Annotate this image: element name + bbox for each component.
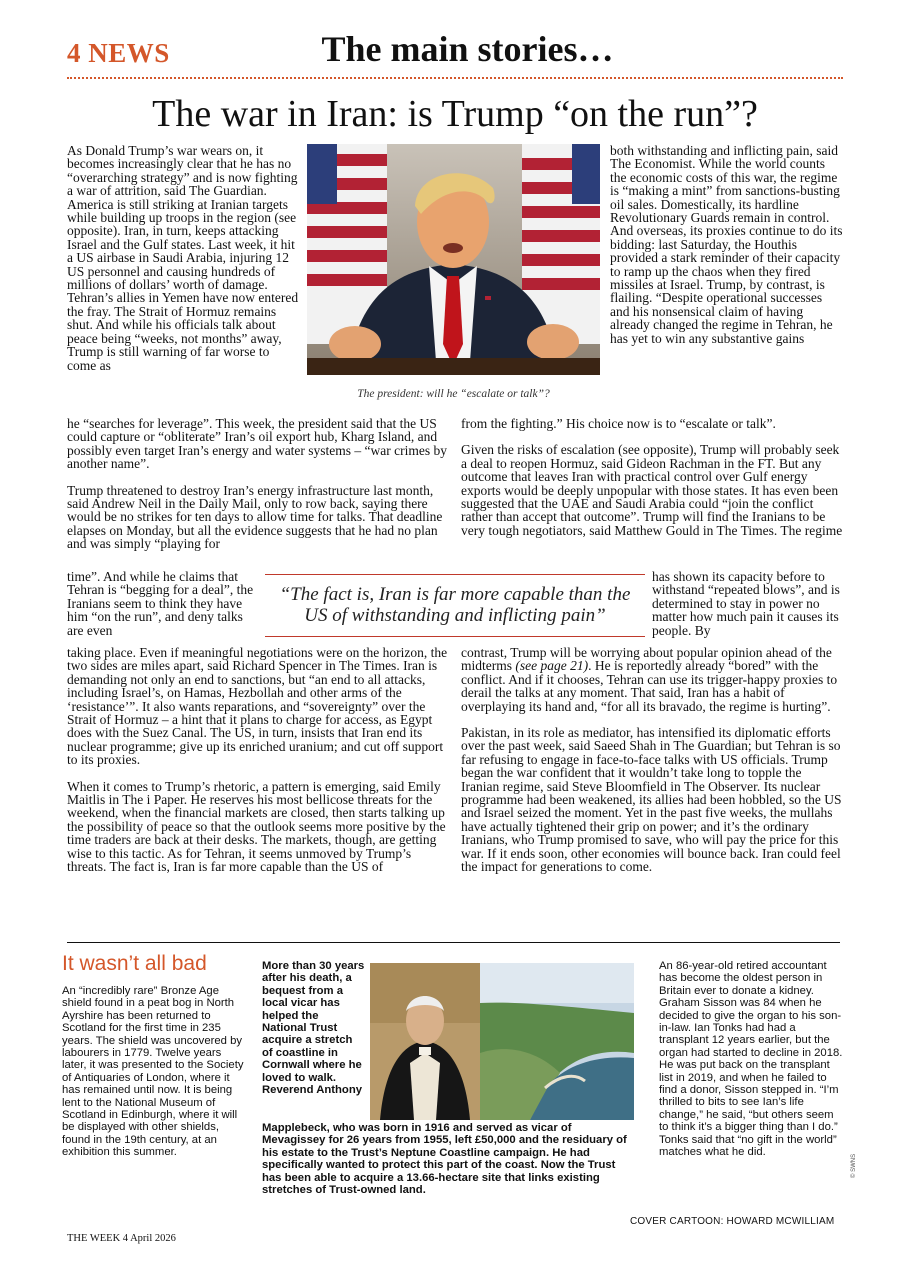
header-divider	[67, 77, 843, 79]
good-news-story-shield: An “incredibly rare” Bronze Age shield found in a peat bog in North Ayrshire has been returned to Scotland for the first time in 235 years. The shield was uncovered by labourers in 1779. Twelve years later, it was presented to the Society of Antiquaries of London, where it has remained until now. It is being lent to the National Museum of Scotland in Edinburgh, where it will be displayed with other shields, found in the 19th century, at an exhibition this summer.	[62, 985, 244, 1159]
photo-credit: © SWNS	[851, 1153, 857, 1178]
article-paragraph: Given the risks of escalation (see opposite), Trump will probably seek a deal to reopen Hormuz, said Gideon Rachman in the FT. But any outcome that leaves Iran with practical control over Gulf energy exports would be deeply unpopular with those states. It has even been suggested that the UAE and Saudi Arabia could “join the conflict rather than accept that outcome”. Trump will find the Iranians to be very tough negotiators, said Matthew Gould in The Times. The regime	[461, 442, 843, 538]
good-news-story-kidney: An 86-year-old retired accountant has become the oldest person in Britain ever to donate a kidney. Graham Sisson was 84 when he decided to give the organ to his son-in-law. Ian Tonks had had a transplant 12 years earlier, but the organ had started to decline in 2018. He was put back on the transplant list in 2019, and when he failed to find a donor, Sisson stepped in. “I’m thrilled to bits to see Ian’s life change,” he said, “but others seem to think it’s a bigger thing than I do.” Tonks said that “no gift in the world” matches what he did.	[659, 960, 843, 1159]
article-col1-bottom	[67, 646, 451, 874]
president-portrait-image	[307, 144, 600, 375]
page-reference: (see page 21)	[515, 658, 589, 674]
good-news-title: It wasn’t all bad	[62, 952, 207, 975]
pull-quote-line: “The fact is, Iran is far more capable than the	[279, 584, 631, 605]
article-paragraph: both withstanding and inflicting pain, said The Economist. While the world counts the economic costs of this war, the regime is “making a mint” from sanctions-busting oil sales. Domestically, its hardline Revolutionary Guards remain in control. And overseas, its proxies continue to do its bidding: last Saturday, the Houthis provided a stark reminder of their capacity to ramp up the chaos when they fired missiles at Israel. Trump, by contrast, is flailing. “Despite operational successes and his nonsensical claim of having already changed the regime in Tehran, he has yet to win any substantive gains	[610, 143, 843, 346]
article-col1-top	[67, 144, 300, 372]
photo-caption: The president: will he “escalate or talk”?	[357, 388, 550, 400]
article-text: contrast, Trump will be worrying about popular opinion ahead of the midterms	[461, 645, 832, 674]
article-col2-narrow	[652, 570, 844, 637]
article-paragraph: As Donald Trump’s war wears on, it becomes increasingly clear that he has no “overarching strategy” and is now fighting a war of attrition, said The Guardian. America is still striking at Iranian targets while building up troops in the region (see opposite). Iran, in turn, keeps attacking Israel and the Gulf states. Last week, it hit a US airbase in Saudi Arabia, injuring 12 US personnel and causing hundreds of millions of dollars’ worth of damage. Tehran’s allies in Yemen have now entered the fray. The Strait of Hormuz remains shut. And while his officials talk about peace being “weeks, not months” away, Trump is still warning of far worse to come as	[67, 143, 299, 373]
article-paragraph: from the fighting.” His choice now is to “escalate or talk”.	[461, 416, 776, 431]
article-paragraph	[461, 646, 843, 713]
article-paragraph: has shown its capacity before to withstand “repeated blows”, and is determined to stay in power no matter how much pain it causes its people. By	[652, 569, 840, 638]
vicar-and-coastline-image	[370, 963, 634, 1120]
pull-quote-line: US of withstanding and inflicting pain”	[304, 605, 606, 626]
article-paragraph: Trump threatened to destroy Iran’s energy infrastructure last month, said Andrew Neil in the Daily Mail, only to row back, saying there would be no strikes for ten days to allow time for talks. That deadline elapses on Monday, but all the evidence suggests that he had no plan and was simply “playing for	[67, 482, 443, 552]
pull-quote	[265, 574, 645, 637]
article-paragraph: he “searches for leverage”. This week, the president said that the US could capture or “obliterate” Iran’s oil export hub, Kharg Island, and possibly even target Iran’s energy and water systems – “war crimes by another name”.	[67, 416, 448, 472]
article-text: . He is reportedly already “bored” with the conflict. And if it chooses, Tehran can use its trigger-happy proxies to derail the talks at any moment. That said, Iran has a habit of overplaying its hand and, “for all its bravado, the regime is hurting”.	[461, 658, 838, 714]
article-paragraph: When it comes to Trump’s rhetoric, a pattern is emerging, said Emily Maitlis in The i Paper. He reserves his most bellicose threats for the weekend, when the financial markets are closed, then starts talking up the possibility of peace so that the outlook seems more positive by the time traders are back at their desks. The markets, though, are getting wise to this tactic. As for Tehran, it seems unmoved by Trump’s threats. The fact is, Iran is far more capable than the US of	[67, 778, 446, 875]
section-divider	[67, 942, 840, 943]
article-col2-top	[610, 144, 843, 345]
vicar-coast-photo	[370, 963, 634, 1120]
section-label: 4 NEWS	[67, 38, 170, 68]
cover-credit: COVER CARTOON: HOWARD MCWILLIAM	[630, 1216, 835, 1227]
article-col1-narrow	[67, 570, 257, 637]
article-col2-mid	[461, 417, 843, 537]
article-paragraph: time”. And while he claims that Tehran is “begging for a deal”, the Iranians seem to think they have him “on the run”, and deny talks are even	[67, 569, 254, 638]
good-news-story-vicar-bottom: Mapplebeck, who was born in 1916 and served as vicar of Mevagissey for 26 years from 1955, left £50,000 and the residuary of his estate to the Trust’s Neptune Coastline campaign. He had specifically wanted to protect this part of the coast. Now the Trust has been able to acquire a 13.66-hectare site that links existing stretches of Trust-owned land.	[262, 1122, 627, 1197]
article-headline: The war in Iran: is Trump “on the run”?	[152, 93, 758, 135]
article-paragraph: Pakistan, in its role as mediator, has intensified its diplomatic efforts over the past week, said Saeed Shah in The Guardian; but Tehran is so far refusing to engage in face-to-face talks with US officials. Trump began the war confident that it wouldn’t take long to topple the Iranian regime, said Steve Bloomfield in The Observer. Its nuclear programme had been weakened, its allies had been hobbled, so the US and Israel seized the moment. Yet in the past five weeks, the mullahs have actually tightened their grip on power; and it’s the ordinary Iranians, who Trump promised to save, who will pay the price for this war. If it ends soon, other economies will bounce back. Iran could feel the impact for generations to come.	[461, 725, 842, 875]
article-col2-bottom	[461, 646, 843, 874]
article-paragraph: taking place. Even if meaningful negotiations were on the horizon, the two sides are miles apart, said Richard Spencer in The Times. Iran is demanding not only an end to sanctions, but “an end to all attacks, including Israel’s, on Hamas, Hezbollah and other arms of the ‘resistance’”. It also wants reparations, and “sovereignty” over the Strait of Hormuz – a hint that it plans to charge for access, as Egypt does with the Suez Canal. The US, in turn, insists that Iran end its nuclear programme; give up its enriched uranium; and cut off support to its proxies.	[67, 645, 448, 768]
issue-footer: THE WEEK 4 April 2026	[67, 1233, 176, 1244]
article-col1-mid	[67, 417, 451, 551]
trump-photo	[307, 144, 600, 375]
page-title: The main stories…	[321, 29, 614, 69]
good-news-story-vicar-top: More than 30 years after his death, a bequest from a local vicar has helped the National Trust acquire a stretch of coastline in Cornwall where he loved to walk. Reverend Anthony	[262, 960, 365, 1097]
